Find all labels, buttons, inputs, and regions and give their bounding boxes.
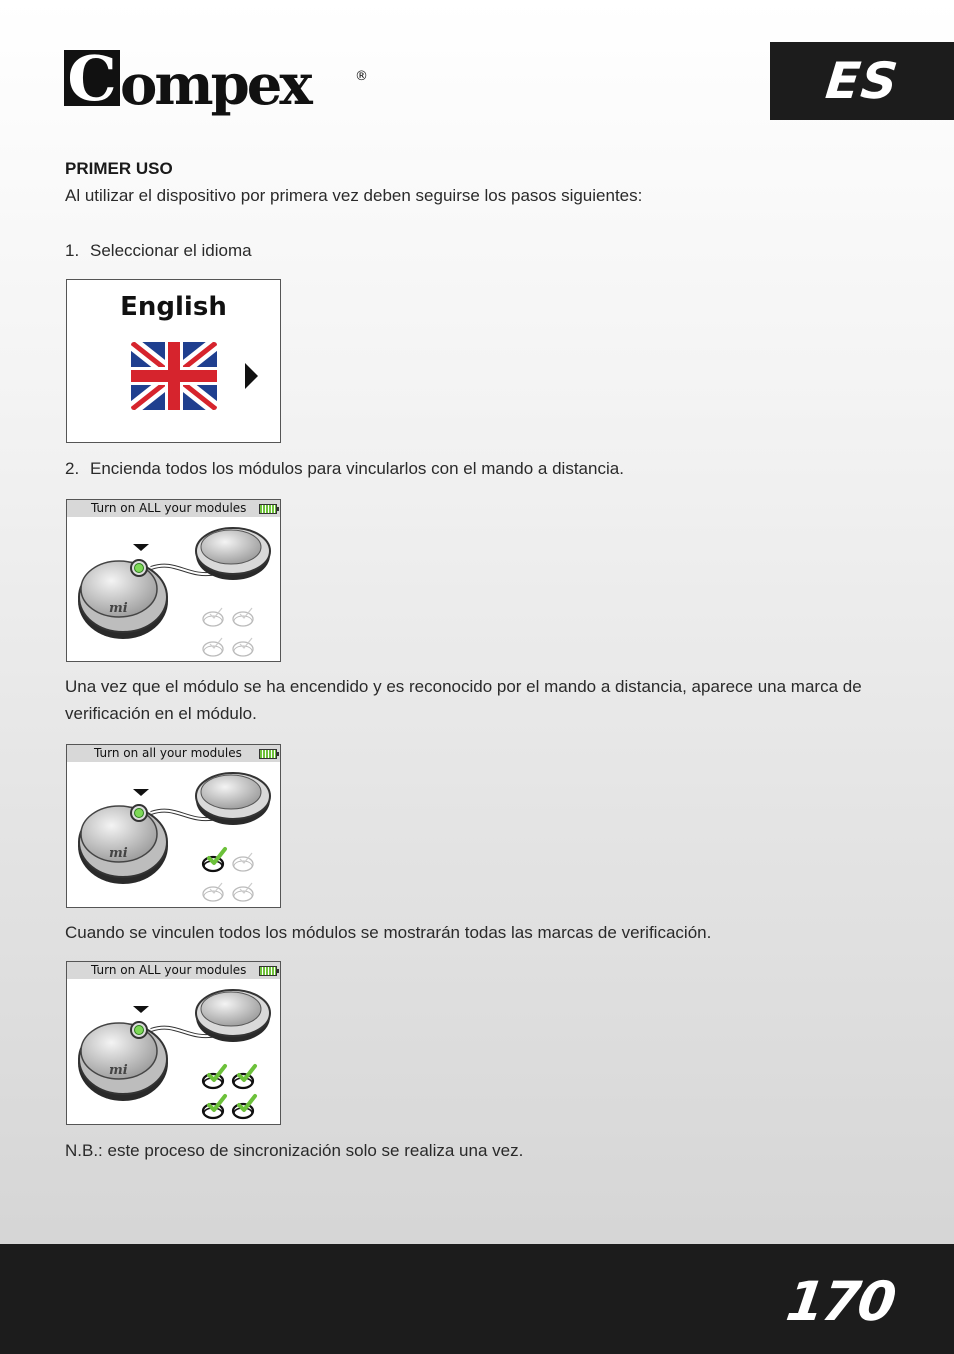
pairing-screen-1 <box>66 499 281 662</box>
language-screen <box>66 279 281 443</box>
arrow-right-icon <box>243 363 259 389</box>
svg-text:mi: mi <box>109 601 128 616</box>
language-code: ES <box>822 52 902 110</box>
language-title: English <box>120 292 227 322</box>
status-text: Turn on ALL your modules <box>91 501 247 515</box>
module-slot <box>203 849 225 871</box>
module-slot <box>233 1096 255 1118</box>
status-text: Turn on ALL your modules <box>91 963 247 977</box>
pairing-screen-3 <box>66 961 281 1125</box>
module-slot <box>203 1096 225 1118</box>
language-tab <box>770 42 954 120</box>
battery-icon <box>259 749 277 759</box>
module-slot <box>233 1066 255 1088</box>
pointer-icon <box>133 544 149 551</box>
stimulation-module <box>196 528 270 580</box>
step-number: 2. <box>65 459 80 478</box>
module-pairing-illustration <box>67 979 280 1124</box>
stimulation-module <box>196 990 270 1042</box>
module-pairing-illustration <box>67 517 280 661</box>
stimulation-module <box>196 773 270 825</box>
sync-note: N.B.: este proceso de sincronización solo se realiza una vez. <box>65 1141 524 1160</box>
step-text: Seleccionar el idioma <box>90 241 252 260</box>
remote-control <box>78 805 168 884</box>
pairing-screen-2 <box>66 744 281 908</box>
module-slot <box>203 1066 225 1088</box>
pointer-icon <box>133 789 149 796</box>
remote-control <box>78 1022 168 1101</box>
page-number: 170 <box>782 1270 899 1333</box>
status-text: Turn on all your modules <box>94 746 242 760</box>
module-slot <box>233 883 253 901</box>
status-bar <box>67 745 280 762</box>
step-text: Encienda todos los módulos para vincularlos con el mando a distancia. <box>90 459 624 478</box>
step-1 <box>65 237 252 264</box>
compex-logo <box>64 42 374 122</box>
module-slot <box>203 608 223 626</box>
battery-icon <box>259 966 277 976</box>
step-2 <box>65 455 624 482</box>
module-slot <box>233 638 253 656</box>
paragraph-check-mark-line-2: verificación en el módulo. <box>65 704 257 723</box>
svg-text:mi: mi <box>109 1063 128 1078</box>
paragraph-check-mark-line-1: Una vez que el módulo se ha encendido y es reconocido por el mando a distancia, aparece una marca de <box>65 677 862 696</box>
section-heading: PRIMER USO <box>65 159 173 178</box>
svg-text:C: C <box>67 42 117 115</box>
page-footer <box>0 1244 954 1354</box>
paragraph-all-checks: Cuando se vinculen todos los módulos se mostrarán todas las marcas de verificación. <box>65 923 712 942</box>
battery-icon <box>259 504 277 514</box>
status-bar <box>67 500 280 517</box>
uk-flag-icon <box>131 342 217 410</box>
logo-text: ompex <box>120 52 310 118</box>
module-slot <box>203 638 223 656</box>
svg-text:mi: mi <box>109 846 128 861</box>
remote-control <box>78 560 168 639</box>
status-bar <box>67 962 280 979</box>
step-number: 1. <box>65 241 80 260</box>
module-slot <box>233 608 253 626</box>
registered-mark: ® <box>355 69 368 84</box>
pointer-icon <box>133 1006 149 1013</box>
section-intro: Al utilizar el dispositivo por primera vez deben seguirse los pasos siguientes: <box>65 186 643 205</box>
module-slot <box>203 883 223 901</box>
module-slot <box>233 853 253 871</box>
module-pairing-illustration <box>67 762 280 907</box>
